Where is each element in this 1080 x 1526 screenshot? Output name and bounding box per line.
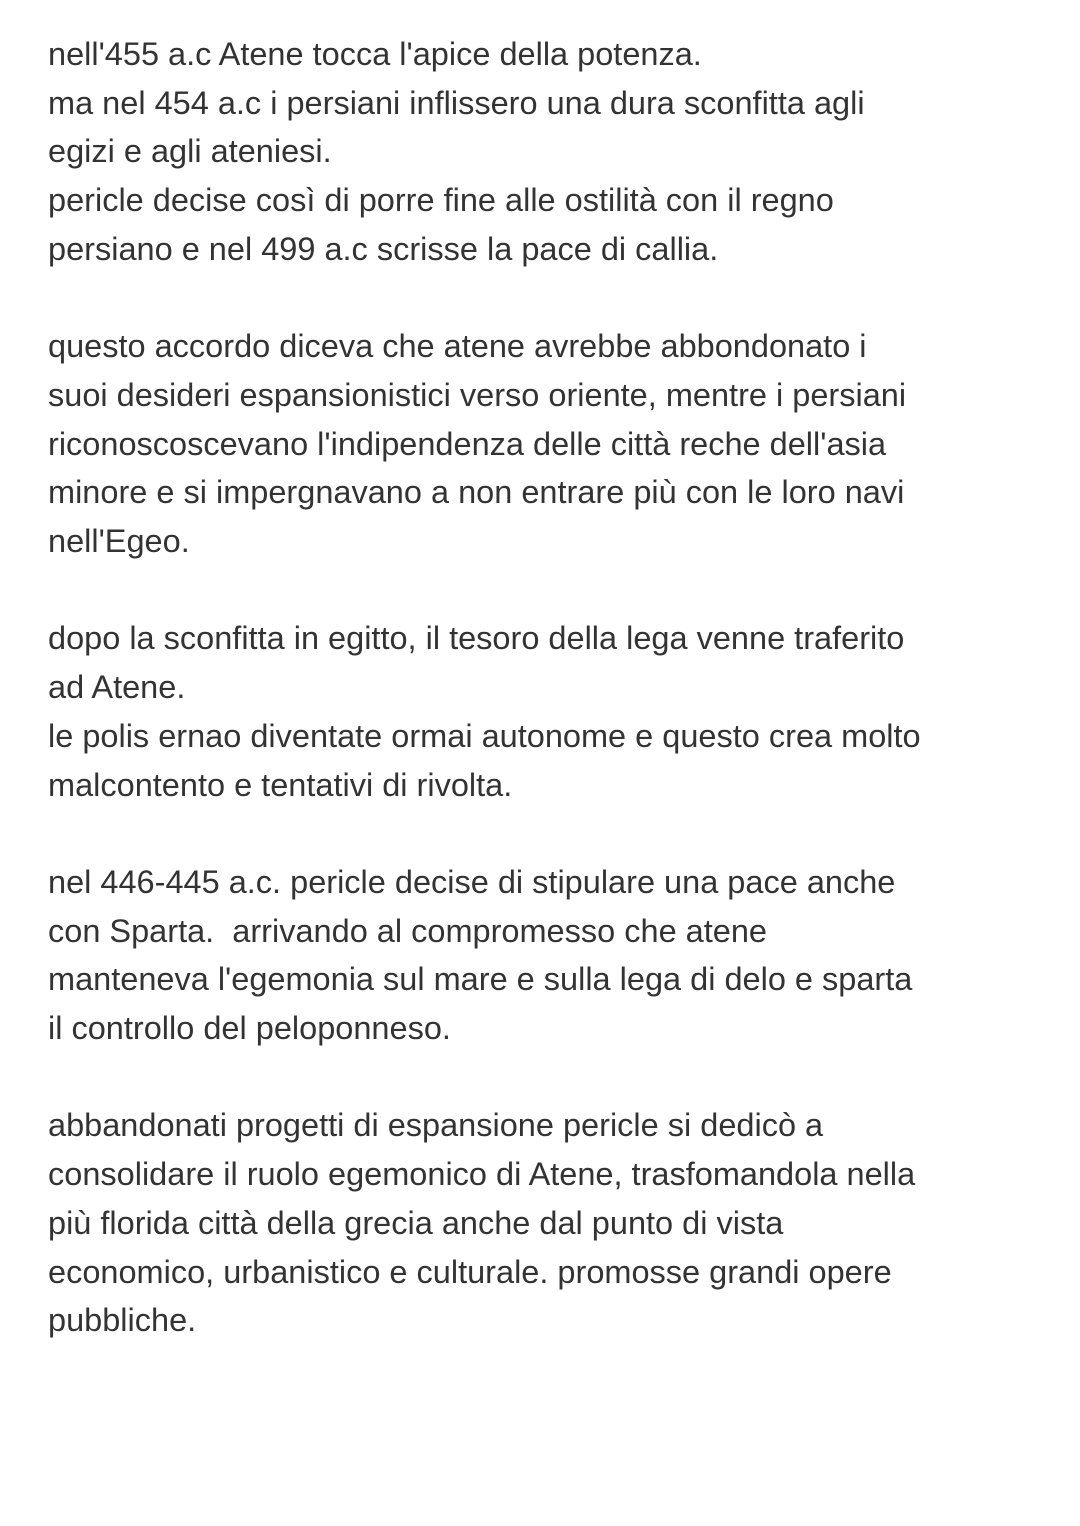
text-line: pericle decise così di porre fine alle ostilità con il regno [48,182,834,219]
text-line: nell'455 a.c Atene tocca l'apice della potenza. [48,36,702,72]
text-line: manteneva l'egemonia sul mare e sulla lega di delo e sparta [48,961,913,998]
paragraph-2 [48,322,1038,566]
text-line: ma nel 454 a.c i persiani inflissero una dura sconfitta agli [48,84,865,121]
text-line: minore e si impergnavano a non entrare più con le loro navi [48,474,905,511]
text-line: consolidare il ruolo egemonico di Atene, trasfomandola nella [48,1156,916,1193]
text-line: nel 446-445 a.c. pericle decise di stipulare una pace anche [48,863,896,900]
text-line: suoi desideri espansionistici verso oriente, mentre i persiani [48,376,907,413]
text-line: le polis ernao diventate ormai autonome e questo crea molto [48,717,921,754]
paragraph-4 [48,858,1038,1053]
text-line: più florida città della grecia anche dal punto di vista [48,1204,784,1241]
text-line: nell'Egeo. [48,523,190,560]
text-line: con Sparta. arrivando al compromesso che atene [48,912,767,949]
note-body [48,30,1038,1394]
text-line: pubbliche. [48,1302,197,1339]
text-line: economico, urbanistico e culturale. promosse grandi opere [48,1253,892,1290]
text-line: il controllo del peloponneso. [48,1010,451,1047]
text-line: egizi e agli ateniesi. [48,133,332,170]
text-line: abbandonati progetti di espansione pericle si dedicò a [48,1107,824,1144]
text-line: riconoscoscevano l'indipendenza delle città reche dell'asia [48,425,887,462]
text-line: ad Atene. [48,669,186,706]
paragraph-3 [48,614,1038,809]
text-line: questo accordo diceva che atene avrebbe abbondonato i [48,328,867,365]
text-line: persiano e nel 499 a.c scrisse la pace di callia. [48,230,719,267]
paragraph-1 [48,30,1038,274]
text-line: malcontento e tentativi di rivolta. [48,766,513,803]
text-line: dopo la sconfitta in egitto, il tesoro della lega venne traferito [48,620,905,657]
paragraph-5 [48,1101,1038,1345]
